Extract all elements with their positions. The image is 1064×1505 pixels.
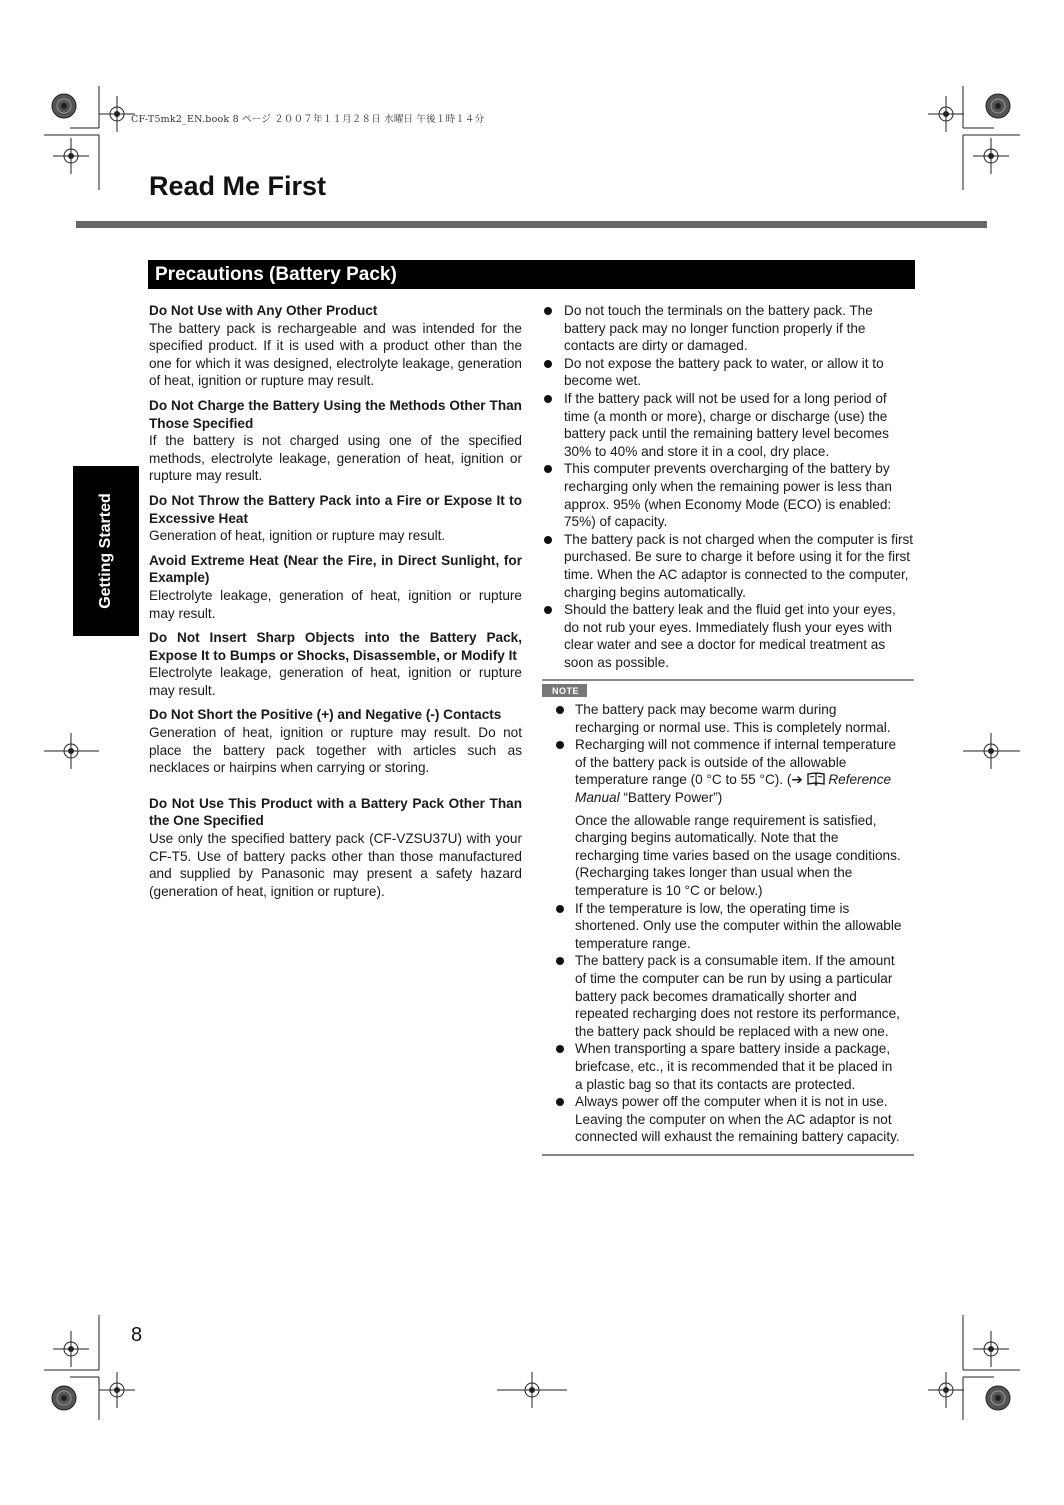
note-text: Recharging will not commence if internal temperature of the battery pack is outside of the allowable temperature range (0 °C to 55 °C). ( (575, 737, 897, 788)
list-item (542, 736, 914, 899)
precaution-block (149, 552, 522, 622)
precaution-block (149, 795, 522, 901)
precaution-block (149, 492, 522, 545)
right-column (542, 302, 914, 1156)
precaution-heading: Do Not Insert Sharp Objects into the Battery Pack, Expose It to Bumps or Shocks, Disassemble, or Modify It (149, 630, 522, 663)
note-continuation: Once the allowable range requirement is satisfied, charging begins automatically. Note that the recharging time varies based on the usage conditions. (Recharging takes longer than usual when the temperature is 10 °C or below.) (575, 812, 901, 898)
list-item: The battery pack may become warm during recharging or normal use. This is completely normal. (542, 701, 914, 736)
reference-manual-link: Reference Manual (575, 772, 892, 806)
list-item: If the battery pack will not be used for a long period of time (a month or more), charge or discharge (use) the battery pack until the remaining battery level becomes 30% to 40% and store it in a cool, dry place. (542, 390, 914, 460)
list-item: Always power off the computer when it is not in use. Leaving the computer on when the AC adaptor is not connected will exhaust the remaining battery capacity. (542, 1093, 914, 1146)
side-tab-label: Getting Started (97, 493, 114, 609)
print-meta-line: CF-T5mk2_EN.book 8 ページ ２００７年１１月２８日 水曜日 午後１時１４分 (131, 114, 485, 125)
page-title: Read Me First (149, 171, 327, 201)
precaution-heading: Do Not Charge the Battery Using the Methods Other Than Those Specified (149, 397, 522, 431)
list-item: When transporting a spare battery inside a package, briefcase, etc., it is recommended that it be placed in a plastic bag so that its contacts are protected. (542, 1040, 914, 1093)
side-tab (73, 466, 139, 636)
section-title: Precautions (Battery Pack) (155, 264, 397, 285)
note-top-rule (542, 679, 914, 681)
precaution-body: Electrolyte leakage, generation of heat, ignition or rupture may result. (149, 587, 522, 621)
note-text: “Battery Power”) (619, 790, 723, 806)
precaution-body: Generation of heat, ignition or rupture may result. (149, 528, 446, 544)
precaution-body: If the battery is not charged using one of the specified methods, electrolyte leakage, generation of heat, ignition or rupture may result. (149, 433, 522, 484)
precaution-heading: Do Not Throw the Battery Pack into a Fire or Expose It to Excessive Heat (149, 492, 522, 526)
precaution-heading: Do Not Short the Positive (+) and Negative (-) Contacts (149, 707, 502, 723)
precaution-block (149, 302, 522, 390)
arrow-icon: ➔ (791, 772, 803, 788)
precaution-body: Generation of heat, ignition or rupture may result. Do not place the battery pack together with articles such as necklaces or hairpins when carrying or storing. (149, 725, 522, 776)
list-item: Should the battery leak and the fluid get into your eyes, do not rub your eyes. Immediately flush your eyes with clear water and see a doctor for medical treatment as soon as possible. (542, 601, 914, 671)
list-item: If the temperature is low, the operating time is shortened. Only use the computer within the allowable temperature range. (542, 900, 914, 953)
note-label: NOTE (542, 684, 587, 697)
note-box (542, 679, 914, 1155)
title-rule (76, 221, 987, 228)
precaution-body: Use only the specified battery pack (CF-VZSU37U) with your CF-T5. Use of battery packs other than those manufactured and supplied by Panasonic may present a safety hazard (generation of heat, ignition or rupture). (149, 831, 522, 899)
left-column (149, 302, 522, 907)
precaution-heading: Do Not Use This Product with a Battery Pack Other Than the One Specified (149, 795, 522, 829)
list-item: Do not touch the terminals on the battery pack. The battery pack may no longer function properly if the contacts are dirty or damaged. (542, 302, 914, 355)
precaution-block (149, 706, 522, 776)
list-item: This computer prevents overcharging of the battery by recharging only when the remaining power is less than approx. 95% (when Economy Mode (ECO) is enabled: 75%) of capacity. (542, 460, 914, 530)
precaution-heading: Avoid Extreme Heat (Near the Fire, in Direct Sunlight, for Example) (149, 552, 522, 586)
precaution-body: Electrolyte leakage, generation of heat, ignition or rupture may result. (149, 665, 522, 698)
note-list (542, 701, 914, 1146)
precaution-heading: Do Not Use with Any Other Product (149, 303, 378, 318)
section-header (148, 260, 915, 289)
precaution-block (149, 629, 522, 699)
page-number: 8 (131, 1324, 143, 1346)
list-item: The battery pack is not charged when the computer is first purchased. Be sure to charge it before using it for the first time. When the AC adaptor is connected to the computer, charging begins automatically. (542, 531, 914, 601)
precaution-block (149, 397, 522, 485)
precaution-bullet-list (542, 302, 914, 671)
list-item: Do not expose the battery pack to water, or allow it to become wet. (542, 355, 914, 390)
book-icon (807, 772, 825, 786)
list-item: The battery pack is a consumable item. If the amount of time the computer can be run by using a particular battery pack becomes dramatically shorter and repeated recharging does not restore its performance, the battery pack should be replaced with a new one. (542, 952, 914, 1040)
note-bottom-rule (542, 1154, 914, 1156)
precaution-body: The battery pack is rechargeable and was intended for the specified product. If it is used with a product other than the one for which it was designed, electrolyte leakage, generation of heat, ignition or rupture may result. (149, 320, 522, 389)
